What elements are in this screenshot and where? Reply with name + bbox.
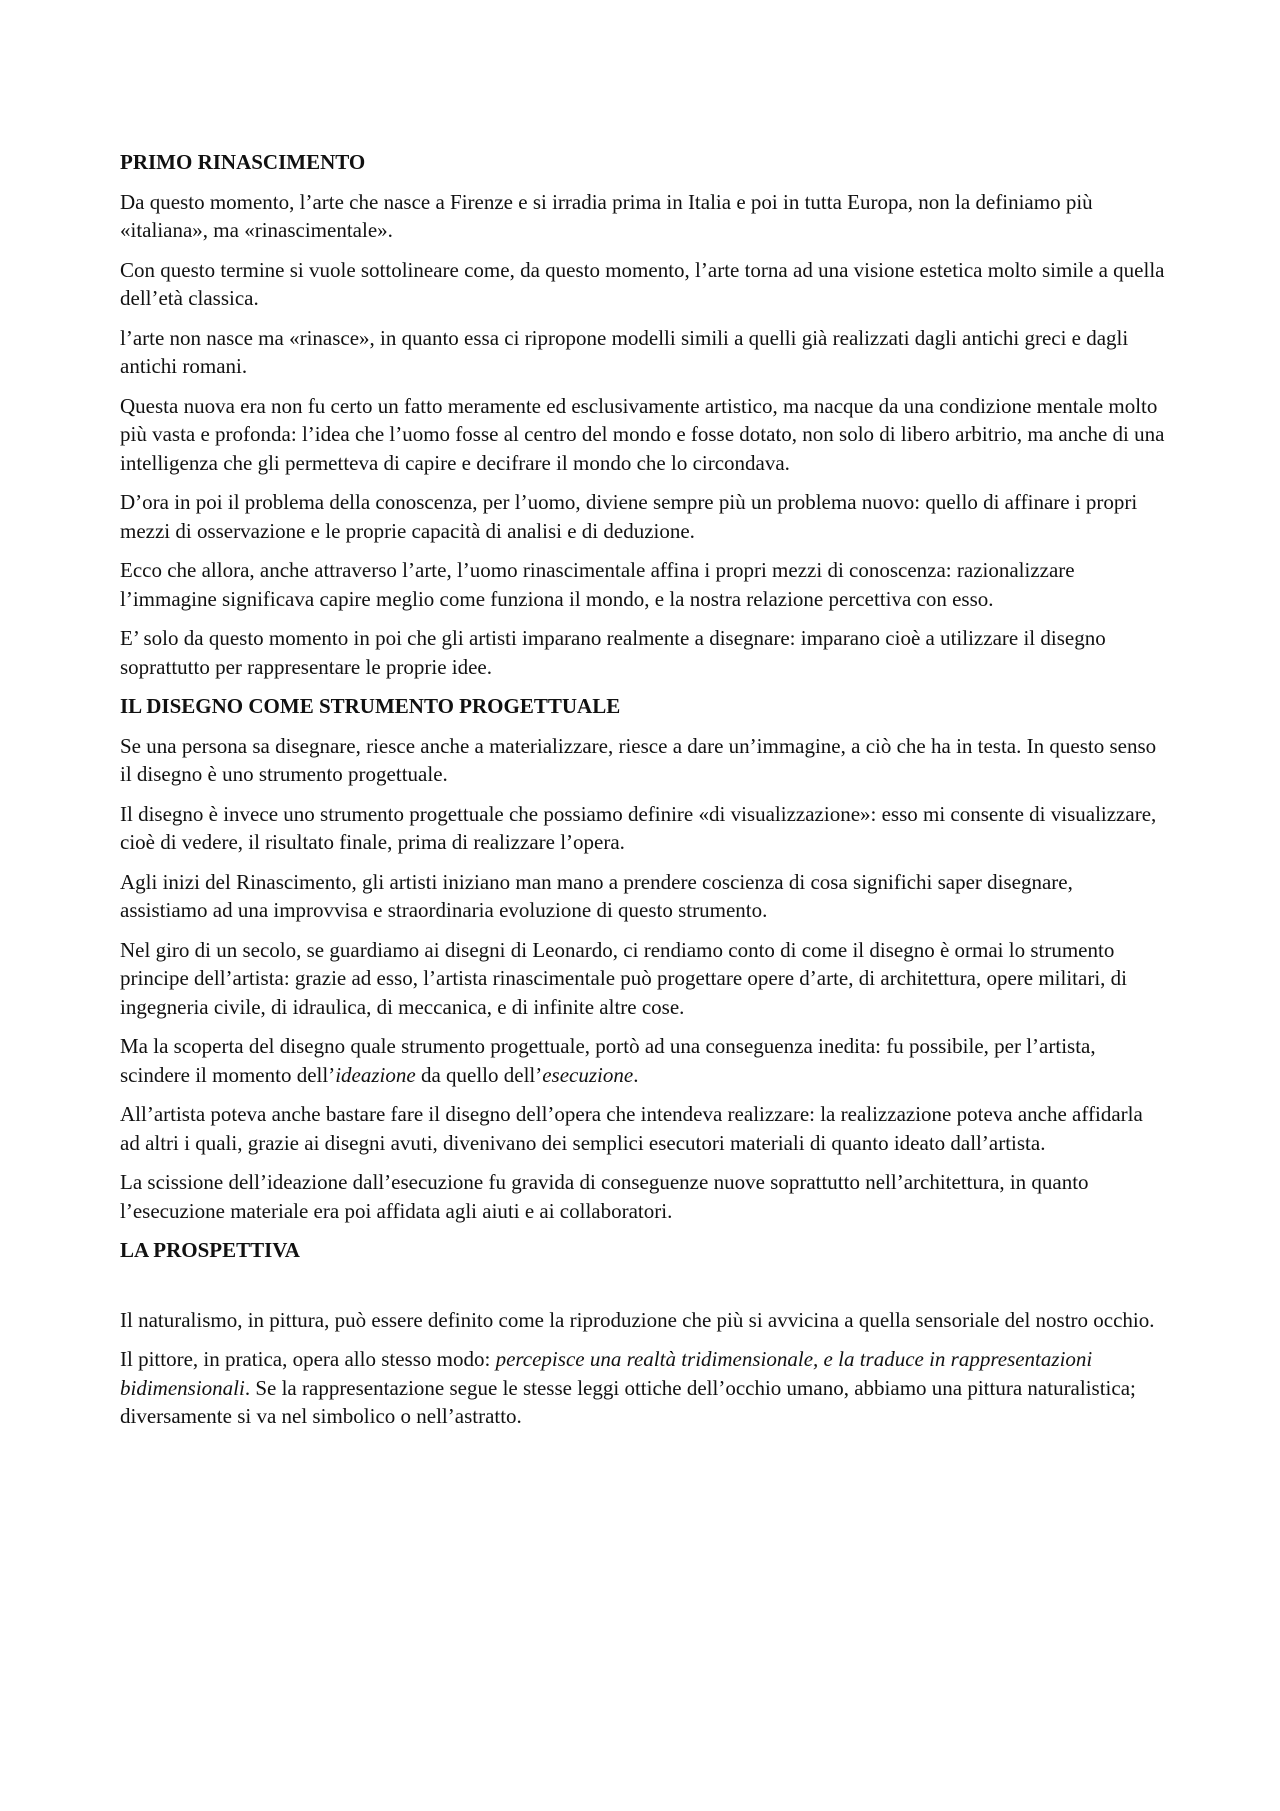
paragraph: Nel giro di un secolo, se guardiamo ai disegni di Leonardo, ci rendiamo conto di come il disegno è ormai lo strumento principe dell’artista: grazie ad esso, l’artista rinascimentale può progettare opere d’arte, di architettura, opere militari, di ingegneria civile, di idraulica, di meccanica, e di infinite altre cose. <box>120 937 1127 1019</box>
paragraph: Se una persona sa disegnare, riesce anche a materializzare, riesce a dare un’immagine, a ciò che ha in testa. In questo senso il disegno è uno strumento progettuale. <box>120 733 1157 786</box>
paragraph: All’artista poteva anche bastare fare il disegno dell’opera che intendeva realizzare: la realizzazione poteva anche affidarla ad altri i quali, grazie ai disegni avuti, divenivano dei semplici esecutori materiali di quanto ideato dall’artista. <box>120 1102 1143 1155</box>
paragraph-text: . <box>633 1062 639 1087</box>
paragraph: D’ora in poi il problema della conoscenza, per l’uomo, diviene sempre più un problema nuovo: quello di affinare i propri mezzi di osservazione e le proprie capacità di analisi e di deduzione. <box>120 490 1138 543</box>
italic-term-esecuzione: esecuzione <box>542 1062 634 1087</box>
paragraph: Il disegno è invece uno strumento progettuale che possiamo definire «di visualizzazione»: esso mi consente di visualizzare, cioè di vedere, il risultato finale, prima di realizzare l’opera. <box>120 801 1157 854</box>
paragraph: La scissione dell’ideazione dall’esecuzione fu gravida di conseguenze nuove soprattutto nell’architettura, in quanto l’esecuzione materiale era poi affidata agli aiuti e ai collaboratori. <box>120 1170 1089 1223</box>
heading-primo-rinascimento: PRIMO RINASCIMENTO <box>120 150 366 174</box>
paragraph: Con questo termine si vuole sottolineare come, da questo momento, l’arte torna ad una visione estetica molto simile a quella dell’età classica. <box>120 257 1165 310</box>
paragraph-text: da quello dell’ <box>415 1062 543 1087</box>
paragraph-text: Il pittore, in pratica, opera allo stesso modo: <box>120 1347 496 1371</box>
paragraph: Da questo momento, l’arte che nasce a Firenze e si irradia prima in Italia e poi in tutta Europa, non la definiamo più «italiana», ma «rinascimentale». <box>120 189 1093 242</box>
paragraph-text: Ma la scoperta del disegno quale strumento progettuale, portò ad una conseguenza inedita: fu possibile, per l’artista, scindere il momento dell’ <box>120 1034 1096 1087</box>
paragraph <box>120 1345 1165 1431</box>
paragraph: Questa nuova era non fu certo un fatto meramente ed esclusivamente artistico, ma nacque da una condizione mentale molto più vasta e profonda: l’idea che l’uomo fosse al centro del mondo e fosse dotato, non solo di libero arbitrio, ma anche di una intelligenza che gli permetteva di capire e decifrare il mondo che lo circondava. <box>120 393 1165 475</box>
document-page <box>120 148 1165 1442</box>
heading-prospettiva: LA PROSPETTIVA <box>120 1238 300 1262</box>
paragraph <box>120 1032 1165 1089</box>
paragraph: Il naturalismo, in pittura, può essere definito come la riproduzione che più si avvicina a quella sensoriale del nostro occhio. <box>120 1307 1155 1332</box>
paragraph: Agli inizi del Rinascimento, gli artisti iniziano man mano a prendere coscienza di cosa significhi saper disegnare, assistiamo ad una improvvisa e straordinaria evoluzione di questo strumento. <box>120 869 1073 922</box>
paragraph-text: . Se la rappresentazione segue le stesse leggi ottiche dell’occhio umano, abbiamo una pittura naturalistica; diversamente si va nel simbolico o nell’astratto. <box>120 1375 1136 1428</box>
italic-phrase: percepisce una realtà tridimensionale, e la traduce in rappresentazioni bidimensionali <box>120 1347 1093 1400</box>
paragraph: E’ solo da questo momento in poi che gli artisti imparano realmente a disegnare: imparano cioè a utilizzare il disegno soprattutto per rappresentare le proprie idee. <box>120 626 1106 679</box>
italic-term-ideazione: ideazione <box>335 1062 416 1087</box>
heading-disegno-strumento-progettuale: IL DISEGNO COME STRUMENTO PROGETTUALE <box>120 694 621 718</box>
paragraph: Ecco che allora, anche attraverso l’arte, l’uomo rinascimentale affina i propri mezzi di conoscenza: razionalizzare l’immagine significava capire meglio come funziona il mondo, e la nostra relazione percettiva con esso. <box>120 558 1075 611</box>
paragraph: l’arte non nasce ma «rinasce», in quanto essa ci ripropone modelli simili a quelli già realizzati dagli antichi greci e dagli antichi romani. <box>120 325 1129 378</box>
